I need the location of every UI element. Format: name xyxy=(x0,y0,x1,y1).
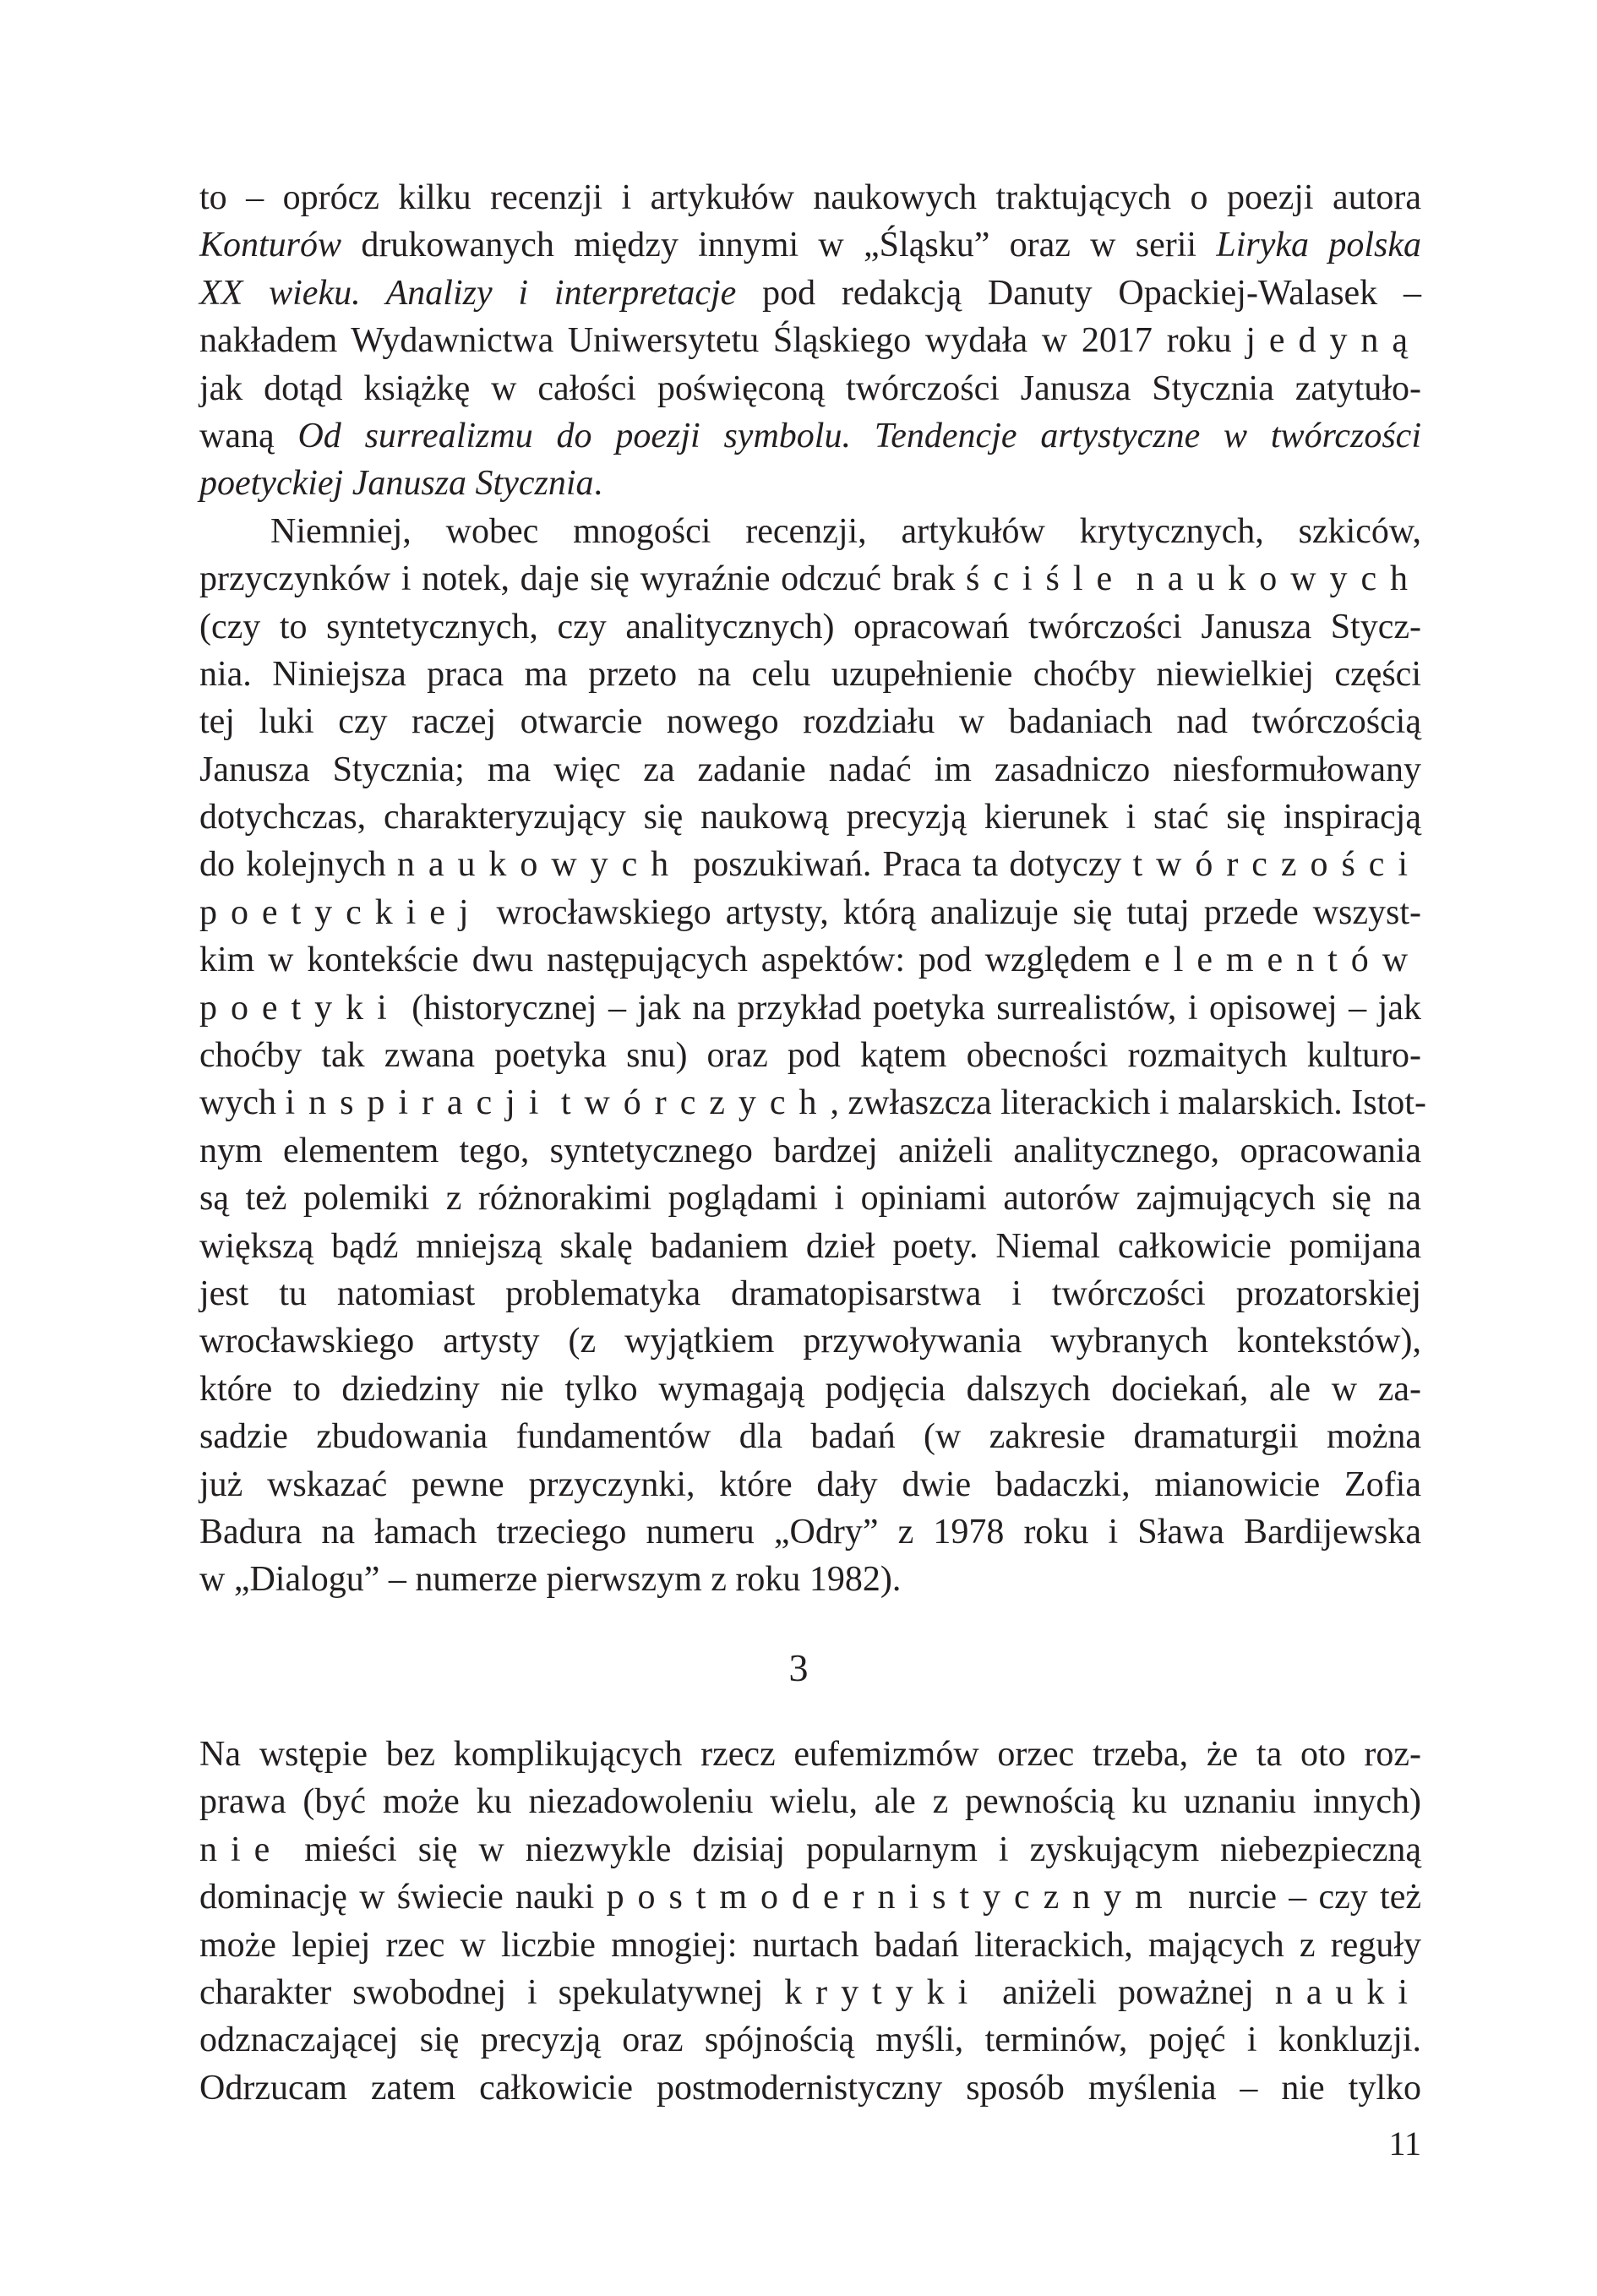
spaced-emphasis: naukowych xyxy=(1136,559,1422,599)
text-segment: które to dziedziny nie tylko wymagają podjęcia dalszych dociekań, ale w za- xyxy=(199,1369,1421,1409)
italic-text: poetyckiej Janusza Stycznia xyxy=(199,464,594,504)
text-segment: jest tu natomiast problematyka dramatopisarstwa i twórczości prozatorskiej xyxy=(199,1273,1421,1313)
text-segment: (historycznej – jak na przykład poetyka surrealistów, i opisowej – jak xyxy=(400,988,1421,1028)
text-line xyxy=(199,1175,1421,1222)
text-segment: są też polemiki z różnorakimi poglądami i opiniami autorów zajmujących się na xyxy=(199,1179,1421,1219)
text-segment: nakładem Wydawnictwa Uniwersytetu Śląskiego wydała w 2017 roku xyxy=(199,321,1246,361)
text-segment: aniżeli poważnej xyxy=(981,1972,1275,2012)
text-line xyxy=(199,2064,1421,2112)
text-line xyxy=(199,1731,1421,1778)
text-segment: wych xyxy=(199,1083,286,1123)
spaced-emphasis: naukowych xyxy=(396,845,683,885)
spaced-emphasis: poetyki xyxy=(199,988,401,1028)
text-segment: prawa (być może ku niezadowoleniu wielu, ale z pewnością ku uznaniu innych) xyxy=(199,1782,1421,1822)
text-line xyxy=(199,1032,1421,1079)
text-line xyxy=(199,1366,1421,1413)
text-segment: już wskazać pewne przyczynki, które dały dwie badaczki, mianowicie Zofia xyxy=(199,1464,1421,1504)
text-line xyxy=(199,889,1421,936)
text-line xyxy=(199,841,1421,888)
paragraph-block-main xyxy=(199,174,1426,1604)
text-line xyxy=(199,603,1421,651)
text-line xyxy=(199,1079,1426,1126)
text-segment: to – oprócz kilku recenzji i artykułów naukowych traktujących o poezji autora xyxy=(199,178,1421,217)
text-line xyxy=(199,555,1421,603)
page-number: 11 xyxy=(1388,2124,1421,2162)
text-segment: mieści się w niezwykle dzisiaj popularnym i zyskującym niebezpieczną xyxy=(283,1830,1421,1869)
spaced-emphasis: postmodernistycznym xyxy=(606,1878,1176,1917)
spaced-emphasis: krytyki xyxy=(784,1972,982,2012)
spaced-emphasis: poetyckiej xyxy=(199,892,482,932)
text-segment: sadzie zbudowania fundamentów dla badań (w zakresie dramaturgii można xyxy=(199,1417,1421,1457)
text-line xyxy=(199,1556,1421,1603)
text-segment xyxy=(552,1083,561,1122)
spaced-emphasis: jedyną xyxy=(1245,321,1421,361)
text-segment: przyczynków i notek, daje się wyraźnie odczuć brak xyxy=(199,559,967,599)
text-segment: Niemniej, wobec mnogości recenzji, artykułów krytycznych, szkiców, xyxy=(270,511,1421,551)
text-line xyxy=(199,651,1421,698)
text-segment: do kolejnych xyxy=(199,845,397,885)
text-segment: choćby tak zwana poetyka snu) oraz pod kątem obecności rozmaitych kulturo- xyxy=(199,1036,1421,1076)
spaced-emphasis: elementów xyxy=(1144,941,1421,980)
text-segment: Odrzucam zatem całkowicie postmodernistyczny sposób myślenia – nie tylko xyxy=(199,2068,1421,2108)
spaced-emphasis: nie xyxy=(199,1830,284,1869)
text-line xyxy=(199,317,1421,364)
text-segment: drukowanych między innymi w „Śląsku” oraz w serii xyxy=(341,226,1217,265)
italic-text: XX wieku. Analizy i interpretacje xyxy=(199,273,737,313)
text-line xyxy=(199,1223,1421,1270)
text-segment: odznaczającej się precyzją oraz spójnością myśli, terminów, pojęć i konkluzji. xyxy=(199,2021,1421,2060)
paragraph-block-section-3 xyxy=(199,1731,1421,2112)
text-line xyxy=(199,1127,1421,1175)
text-line xyxy=(199,984,1421,1032)
italic-text: Liryka polska xyxy=(1216,226,1421,265)
text-line xyxy=(199,1969,1421,2016)
spaced-emphasis: twórczych xyxy=(560,1083,831,1123)
italic-text: Od surrealizmu do poezji symbolu. Tendencje artystyczne w twórczości xyxy=(297,416,1421,455)
text-line xyxy=(199,460,1421,507)
text-line xyxy=(199,221,1421,269)
text-segment: dotychczas, charakteryzujący się naukową precyzją kierunek i stać się inspiracją xyxy=(199,798,1421,837)
text-line xyxy=(199,1317,1421,1365)
text-line xyxy=(199,794,1421,841)
text-segment: jak dotąd książkę w całości poświęconą twórczości Janusza Stycznia zatytuło- xyxy=(199,368,1421,408)
text-segment: nia. Niniejsza praca ma przeto na celu uzupełnienie choćby niewielkiej części xyxy=(199,654,1421,694)
italic-text: Konturów xyxy=(199,226,342,265)
text-segment: wrocławskiego artysty, którą analizuje się tutaj przede wszyst- xyxy=(482,892,1421,932)
text-segment: . xyxy=(593,464,603,504)
text-segment: Na wstępie bez komplikujących rzecz eufemizmów orzec trzeba, że ta oto roz- xyxy=(199,1735,1421,1774)
text-segment: w „Dialogu” – numerze pierwszym z roku 1982). xyxy=(199,1560,902,1600)
text-line xyxy=(199,270,1421,317)
text-segment: waną xyxy=(199,416,298,455)
text-line xyxy=(199,1826,1421,1873)
text-segment: Janusza Stycznia; ma więc za zadanie nadać im zasadniczo niesformułowany xyxy=(199,750,1421,789)
text-segment: kim w kontekście dwu następujących aspektów: pod względem xyxy=(199,941,1145,980)
text-segment: może lepiej rzec w liczbie mnogiej: nurtach badań literackich, mających z reguły xyxy=(199,1925,1421,1965)
text-line xyxy=(199,1873,1421,1921)
text-line xyxy=(199,746,1421,794)
text-line xyxy=(199,508,1421,555)
text-segment: wrocławskiego artysty (z wyjątkiem przywoływania wybranych kontekstów), xyxy=(199,1322,1421,1361)
text-segment: , zwłaszcza literackich i malarskich. Istot- xyxy=(830,1083,1426,1123)
text-line xyxy=(199,1922,1421,1969)
spaced-emphasis: twórczości xyxy=(1132,845,1421,885)
text-segment: (czy to syntetycznych, czy analitycznych) opracowań twórczości Janusza Stycz- xyxy=(199,607,1421,646)
text-line xyxy=(199,698,1421,745)
spaced-emphasis: inspiracji xyxy=(285,1083,553,1123)
text-line xyxy=(199,365,1421,412)
text-segment: nurcie – czy też xyxy=(1175,1878,1421,1917)
text-segment xyxy=(1126,559,1136,598)
text-line xyxy=(199,1270,1421,1317)
text-segment: poszukiwań. Praca ta dotyczy xyxy=(682,845,1133,885)
text-segment: Badura na łamach trzeciego numeru „Odry” z 1978 roku i Sława Bardijewska xyxy=(199,1512,1421,1552)
text-segment: nym elementem tego, syntetycznego bardzej aniżeli analitycznego, opracowania xyxy=(199,1131,1421,1170)
text-segment: dominację w świecie nauki xyxy=(199,1878,607,1917)
text-line xyxy=(199,1508,1421,1556)
text-segment: większą bądź mniejszą skalę badaniem dzieł poety. Niemal całkowicie pomijana xyxy=(199,1226,1421,1266)
text-segment: tej luki czy raczej otwarcie nowego rozdziału w badaniach nad twórczością xyxy=(199,702,1421,742)
text-segment: charakter swobodnej i spekulatywnej xyxy=(199,1972,785,2012)
text-segment: pod redakcją Danuty Opackiej-Walasek – xyxy=(736,273,1421,313)
text-line xyxy=(199,174,1421,221)
text-line xyxy=(199,1413,1421,1460)
spaced-emphasis: ściśle xyxy=(966,559,1126,599)
text-line xyxy=(199,1778,1421,1825)
text-line xyxy=(199,1461,1421,1508)
spaced-emphasis: nauki xyxy=(1274,1972,1421,2012)
text-line xyxy=(199,412,1421,460)
text-line xyxy=(199,936,1421,984)
text-line xyxy=(199,2016,1421,2064)
section-number: 3 xyxy=(788,1646,809,1689)
